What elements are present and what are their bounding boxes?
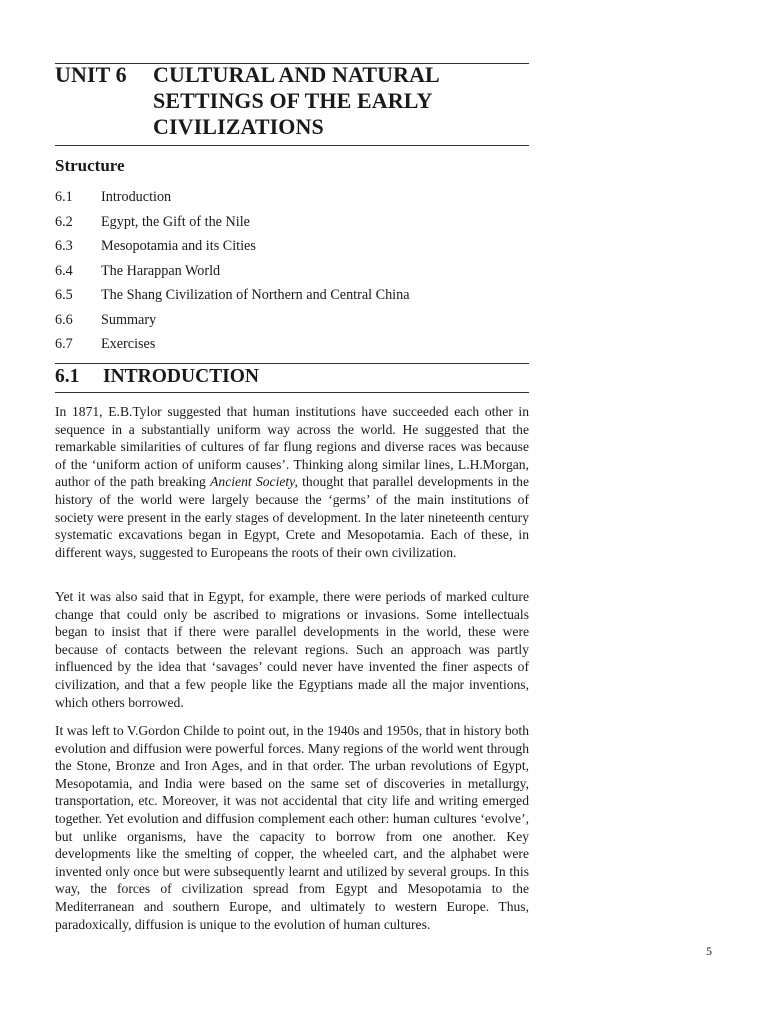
structure-item [55, 187, 529, 212]
structure-item [55, 261, 529, 286]
structure-item-label: Egypt, the Gift of the Nile [101, 213, 250, 230]
paragraph-1 [55, 403, 529, 561]
structure-item-label: The Harappan World [101, 262, 221, 279]
section-bottom-rule [55, 392, 529, 393]
structure-item [55, 285, 529, 310]
structure-item-label: Mesopotamia and its Cities [101, 238, 256, 254]
title-bottom-rule [55, 145, 529, 146]
structure-item-number: 6.4 [55, 262, 73, 279]
structure-item [55, 310, 529, 335]
paragraph-3: It was left to V.Gordon Childe to point out, in the 1940s and 1950s, that in history both evolution and diffusion were powerful forces. Many regions of the world went through the Stone, Bronze and Iron Ages, and in that order. The urban revolutions of Egypt, Mesopotamia, and India were based on the same set of discoveries in metallurgy, transportation, etc. Moreover, it was not accidental that city life and writing emerged together. Yet evolution and diffusion complement each other: human cultures ‘evolve’, but unlike organisms, have the capacity to borrow from one another. Key developments like the smelting of copper, the wheeled cart, and the alphabet were invented only once but were subsequently learnt and utilized by several groups. In this way, the forces of civilization spread from Egypt and Mesopotamia to the Mediterranean and southern Europe, and ultimately to western Europe. Thus, paradoxically, diffusion is unique to the evolution of human cultures. [55, 723, 529, 932]
book-title-ancient-society: Ancient Society, [210, 474, 298, 490]
structure-heading: Structure [55, 156, 125, 175]
unit-title: CULTURAL AND NATURAL SETTINGS OF THE EARLY CIVILIZATIONS [153, 62, 439, 139]
structure-item [55, 334, 529, 359]
structure-item [55, 212, 529, 237]
structure-item-label: Introduction [101, 189, 172, 205]
structure-item-label: Exercises [101, 336, 156, 352]
structure-item-number: 6.3 [55, 238, 73, 254]
structure-item-number: 6.2 [55, 213, 73, 230]
section-top-rule [55, 363, 529, 364]
paragraph-1-text-b: thought that parallel developments in the history of the world were largely because the ‘germs’ of the main institutions of society were present in the early stages of development. In the later nineteenth century systematic excavations began in Egypt, Crete and Mesopotamia. Each of these, in different ways, suggested to Europeans the roots of their own civilization. [55, 474, 529, 560]
structure-item-number: 6.1 [55, 189, 73, 205]
structure-item-number: 6.5 [55, 287, 73, 303]
unit-label: UNIT 6 [55, 62, 127, 87]
page-number: 5 [706, 944, 712, 958]
structure-item-number: 6.6 [55, 311, 73, 328]
structure-item [55, 236, 529, 261]
structure-item-number: 6.7 [55, 336, 73, 352]
section-number: 6.1 [55, 366, 80, 387]
structure-item-label: Summary [101, 311, 157, 328]
structure-item-label: The Shang Civilization of Northern and Central China [101, 287, 410, 303]
paragraph-1-text-a: In 1871, E.B.Tylor suggested that human institutions have succeeded each other in sequence in a substantially uniform way across the world. He suggested that the remarkable similarities of cultures of far flung regions and diverse races was because of the ‘uniform action of uniform causes’. Thinking along similar lines, L.H.Morgan, author of the path breaking [55, 404, 529, 490]
section-title: INTRODUCTION [103, 366, 260, 387]
structure-list [55, 187, 529, 359]
paragraph-2: Yet it was also said that in Egypt, for example, there were periods of marked culture change that could only be ascribed to migrations or invasions. Some intellectuals began to insist that if there were parallel developments in the world, these were because of contacts between the relevant regions. Such an approach was partly influenced by the idea that ‘savages’ could never have invented the finer aspects of civilization, and that a few people like the Egyptians made all the major inventions, which others borrowed. [55, 589, 529, 710]
